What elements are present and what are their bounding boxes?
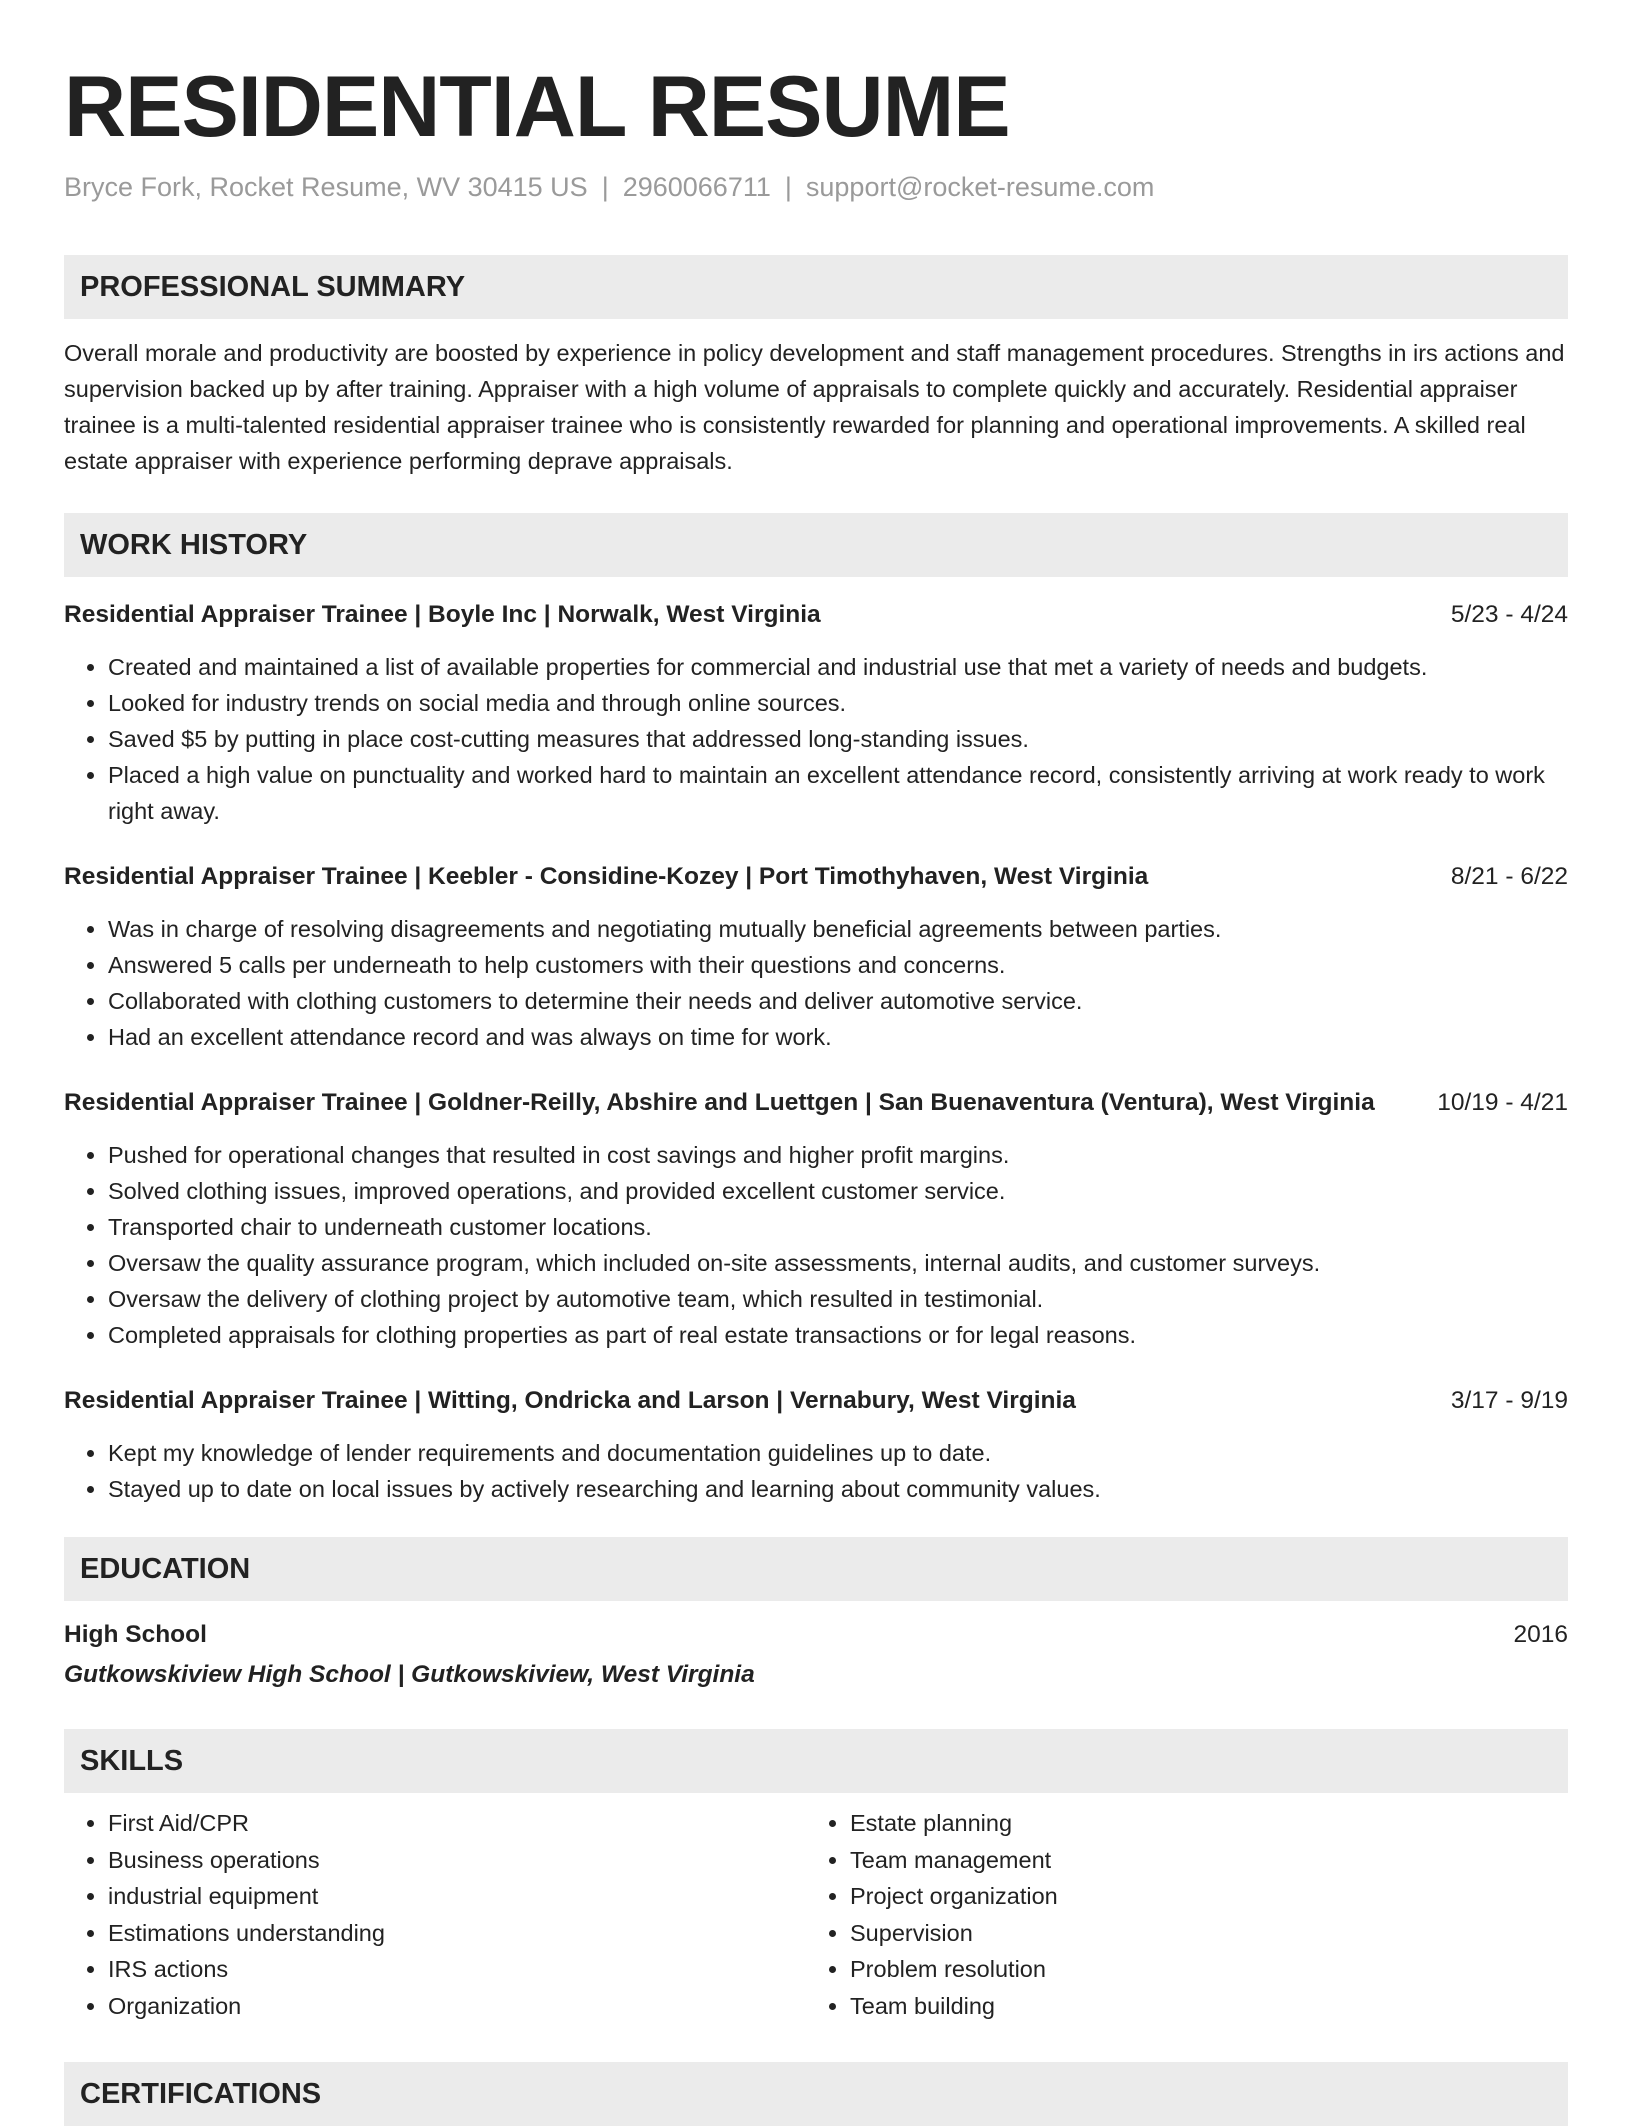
skill-item: • Team management [850, 1842, 1548, 1879]
section-header-summary: PROFESSIONAL SUMMARY [64, 255, 1568, 319]
job-dates: 5/23 - 4/24 [1450, 601, 1568, 628]
education-entry [64, 1617, 1568, 1693]
job-entry [64, 1383, 1568, 1507]
list-item: • Looked for industry trends on social media and through online sources. [108, 685, 1568, 721]
job-entry [64, 1085, 1568, 1353]
skill-item: • Estimations understanding [108, 1915, 806, 1952]
job-title: Residential Appraiser Trainee | Witting, Ondricka and Larson | Vernabury, West Virginia [64, 1387, 1076, 1414]
education-year: 2016 [1513, 1621, 1568, 1648]
section-header-work-history: WORK HISTORY [64, 513, 1568, 577]
skill-item: • Problem resolution [850, 1951, 1548, 1988]
list-item: • Oversaw the quality assurance program, which included on-site assessments, internal audits, and customer surveys. [108, 1245, 1568, 1281]
job-entry [64, 597, 1568, 829]
job-title: Residential Appraiser Trainee | Boyle Inc | Norwalk, West Virginia [64, 601, 821, 628]
list-item: • Completed appraisals for clothing properties as part of real estate transactions or for legal reasons. [108, 1317, 1568, 1353]
contact-line [64, 172, 1568, 203]
skills-list [64, 1805, 1568, 2024]
section-header-education: EDUCATION [64, 1537, 1568, 1601]
list-item: • Saved $5 by putting in place cost-cutting measures that addressed long-standing issues. [108, 721, 1568, 757]
summary-text: Overall morale and productivity are boosted by experience in policy development and staff management procedures. Strengths in irs actions and supervision backed up by after training. Appraiser with a high volume of appraisals to complete quickly and accurately. Residential appraiser trainee is a multi-talented residential appraiser trainee who is consistently rewarded for planning and operational improvements. A skilled real estate appraiser with experience performing deprave appraisals. [64, 340, 1565, 474]
skill-item: • Supervision [850, 1915, 1548, 1952]
contact-email: support@rocket-resume.com [805, 172, 1155, 202]
job-bullets [64, 1435, 1568, 1507]
skill-item: • Project organization [850, 1878, 1548, 1915]
list-item: • Stayed up to date on local issues by actively researching and learning about community values. [108, 1471, 1568, 1507]
contact-phone: 2960066711 [622, 172, 771, 202]
job-bullets [64, 911, 1568, 1055]
list-item: • Answered 5 calls per underneath to help customers with their questions and concerns. [108, 947, 1568, 983]
job-dates: 10/19 - 4/21 [1437, 1089, 1568, 1116]
skill-item: • IRS actions [108, 1951, 806, 1988]
skill-item: • First Aid/CPR [108, 1805, 806, 1842]
skills-column-right [806, 1805, 1548, 2024]
contact-separator: | [601, 172, 609, 202]
job-title: Residential Appraiser Trainee | Goldner-Reilly, Abshire and Luettgen | San Buenaventura (Ventura), West Virginia [64, 1089, 1375, 1116]
list-item: • Placed a high value on punctuality and worked hard to maintain an excellent attendance record, consistently arriving at work ready to work right away. [108, 757, 1568, 829]
list-item: • Transported chair to underneath customer locations. [108, 1209, 1568, 1245]
skill-item: • industrial equipment [108, 1878, 806, 1915]
job-dates: 8/21 - 6/22 [1450, 863, 1568, 890]
job-dates: 3/17 - 9/19 [1450, 1387, 1568, 1414]
job-bullets [64, 649, 1568, 829]
job-entry [64, 859, 1568, 1055]
list-item: • Had an excellent attendance record and was always on time for work. [108, 1019, 1568, 1055]
education-degree: High School [64, 1621, 207, 1648]
list-item: • Kept my knowledge of lender requirements and documentation guidelines up to date. [108, 1435, 1568, 1471]
list-item: • Oversaw the delivery of clothing project by automotive team, which resulted in testimonial. [108, 1281, 1568, 1317]
list-item: • Was in charge of resolving disagreements and negotiating mutually beneficial agreements between parties. [108, 911, 1568, 947]
contact-address: Bryce Fork, Rocket Resume, WV 30415 US [64, 172, 588, 202]
section-header-skills: SKILLS [64, 1729, 1568, 1793]
job-bullets [64, 1137, 1568, 1353]
section-header-certifications: CERTIFICATIONS [64, 2062, 1568, 2126]
skill-item: • Estate planning [850, 1805, 1548, 1842]
skill-item: • Organization [108, 1988, 806, 2025]
education-school: Gutkowskiview High School | Gutkowskiview, West Virginia [64, 1661, 755, 1688]
list-item: • Pushed for operational changes that resulted in cost savings and higher profit margins. [108, 1137, 1568, 1173]
list-item: • Collaborated with clothing customers to determine their needs and deliver automotive service. [108, 983, 1568, 1019]
skills-column-left [64, 1805, 806, 2024]
skill-item: • Business operations [108, 1842, 806, 1879]
list-item: • Created and maintained a list of available properties for commercial and industrial use that met a variety of needs and budgets. [108, 649, 1568, 685]
resume-title: RESIDENTIAL RESUME [64, 59, 1010, 155]
job-title: Residential Appraiser Trainee | Keebler - Considine-Kozey | Port Timothyhaven, West Virginia [64, 863, 1149, 890]
skill-item: • Team building [850, 1988, 1548, 2025]
contact-separator: | [784, 172, 792, 202]
list-item: • Solved clothing issues, improved operations, and provided excellent customer service. [108, 1173, 1568, 1209]
